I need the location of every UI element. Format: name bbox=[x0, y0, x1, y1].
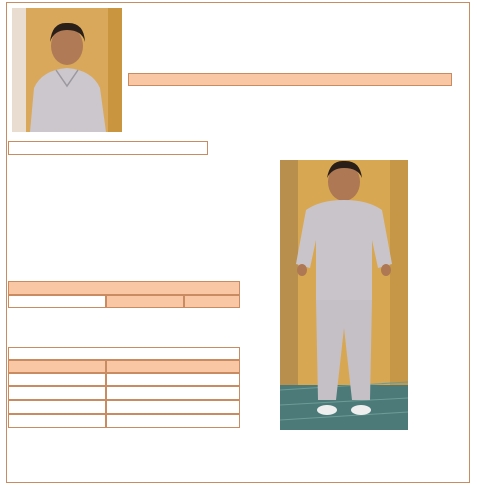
contact-number bbox=[268, 141, 448, 155]
knowledge-of-languages-header bbox=[8, 281, 240, 295]
portrait-photo bbox=[12, 8, 122, 132]
arabic-column-header bbox=[184, 295, 240, 308]
experience-empty-cell bbox=[106, 400, 240, 414]
passport-details-header bbox=[128, 73, 452, 86]
language-corner-cell bbox=[8, 295, 106, 308]
period-column-header bbox=[8, 360, 106, 373]
full-body-photo bbox=[280, 160, 408, 430]
details-of-applicant-heading bbox=[8, 141, 208, 155]
english-column-header bbox=[106, 295, 184, 308]
experience-empty-cell bbox=[106, 386, 240, 400]
experience-country-cell bbox=[106, 373, 240, 386]
experience-empty-cell bbox=[8, 414, 106, 428]
experience-period-cell bbox=[8, 373, 106, 386]
country-column-header bbox=[106, 360, 240, 373]
experience-empty-cell bbox=[106, 414, 240, 428]
work-experience-header bbox=[8, 347, 240, 360]
experience-empty-cell bbox=[8, 386, 106, 400]
experience-empty-cell bbox=[8, 400, 106, 414]
remarks-text bbox=[12, 432, 432, 462]
